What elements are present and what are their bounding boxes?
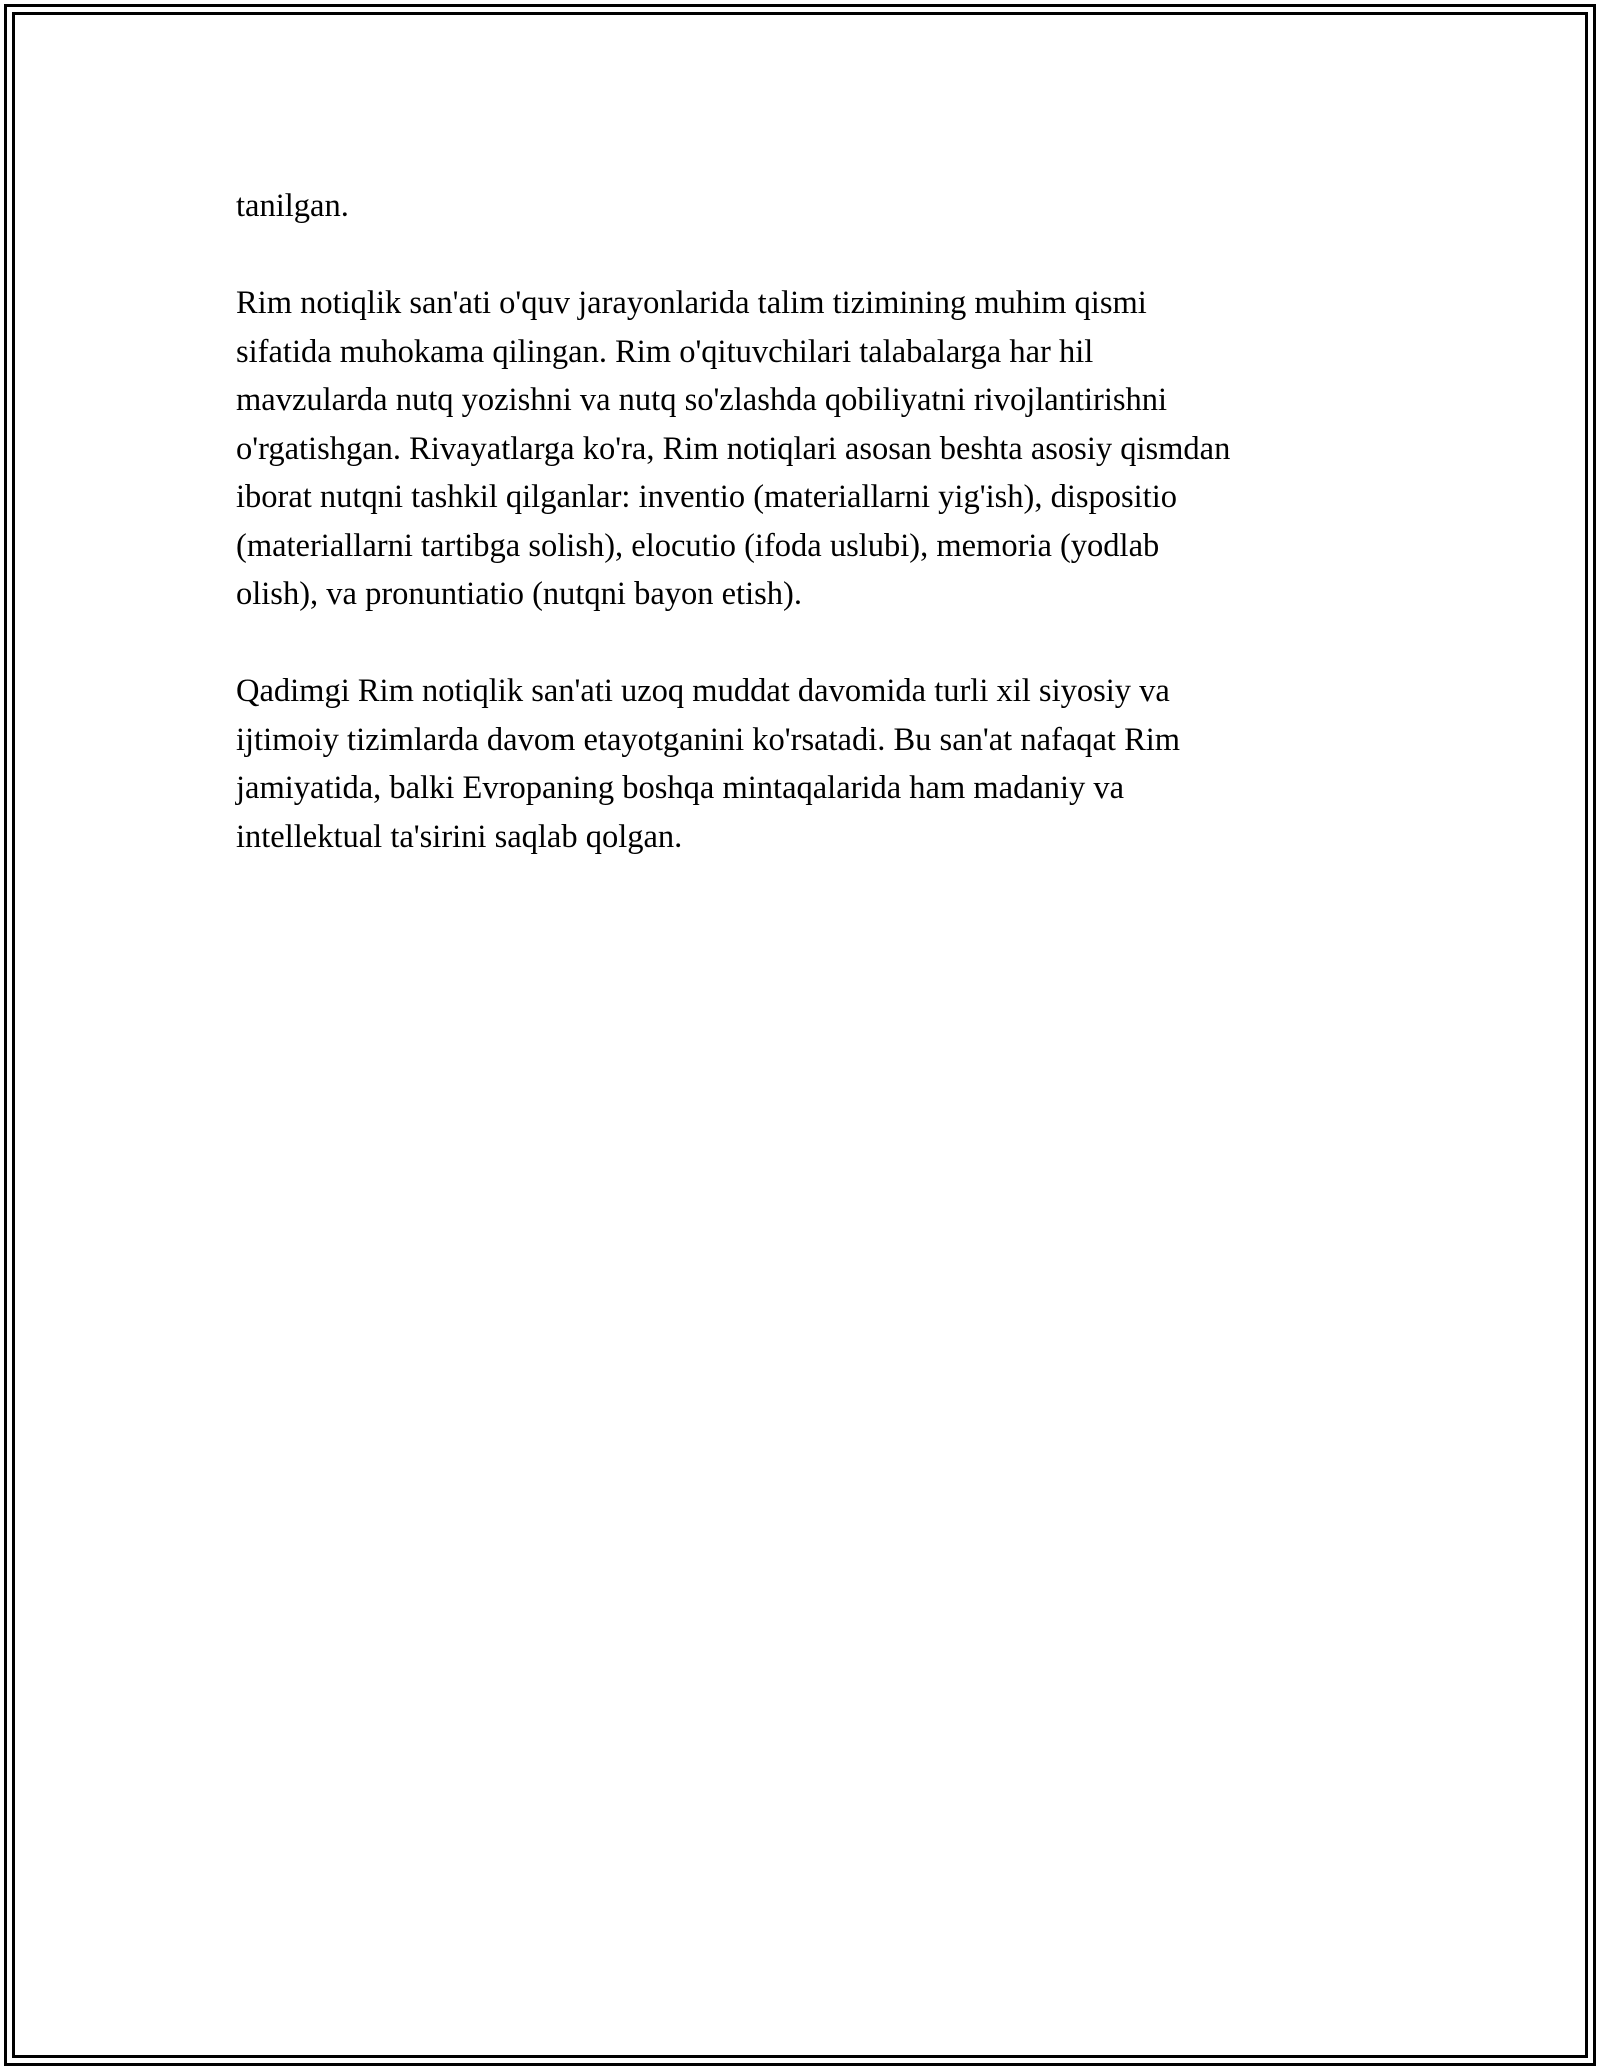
page-body (236, 182, 1366, 910)
paragraph-rhetoric-education: Rim notiqlik san'ati o'quv jarayonlarida talim tizimining muhim qismi sifatida muhokama qilingan. Rim o'qituvchilari talabalarga har hil mavzularda nutq yozishni va nutq so'zlashda qobiliyatni rivojlantirishni o'rgatishgan. Rivayatlarga ko'ra, Rim notiqlari asosan beshta asosiy qismdan iborat nutqni tashkil qilganlar: inventio (materiallarni yig'ish), dispositio (materiallarni tartibga solish), elocutio (ifoda uslubi), memoria (yodlab olish), va pronuntiatio (nutqni bayon etish). (236, 285, 1231, 612)
paragraph-continuation: tanilgan. (236, 188, 349, 224)
paragraph-rhetoric-legacy: Qadimgi Rim notiqlik san'ati uzoq muddat davomida turli xil siyosiy va ijtimoiy tizimlarda davom etayotganini ko'rsatadi. Bu san'at nafaqat Rim jamiyatida, balki Evropaning boshqa mintaqalarida ham madaniy va intellektual ta'sirini saqlab qolgan. (236, 673, 1181, 855)
